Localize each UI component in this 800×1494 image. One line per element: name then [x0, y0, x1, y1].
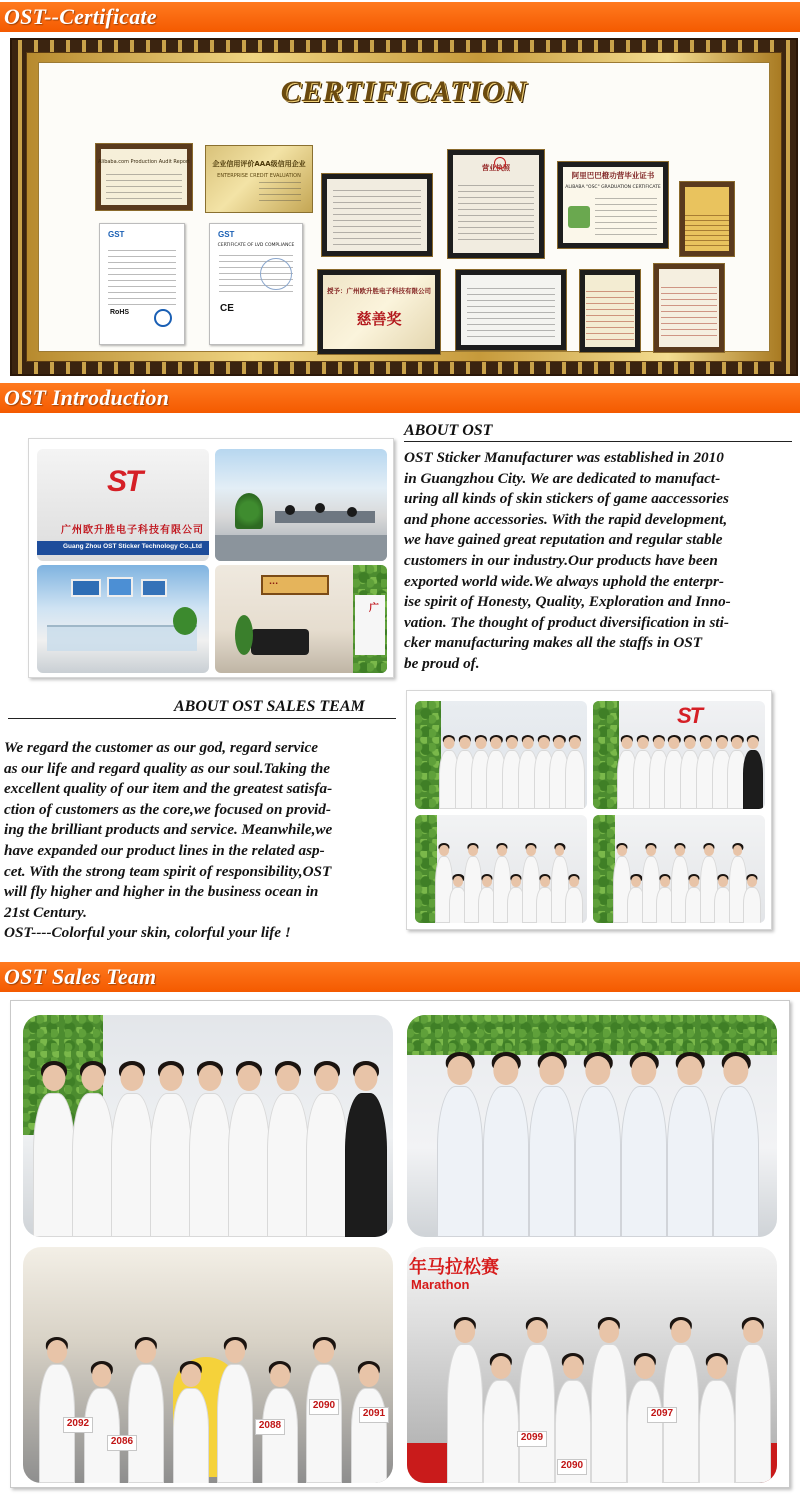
person: [591, 1313, 627, 1483]
rohs-label: RoHS: [110, 309, 130, 316]
alibaba-audit-title: Alibaba.com Production Audit Report: [98, 159, 190, 165]
credit-plaque-title: 企业信用评价AAA级信用企业: [212, 160, 306, 168]
team-line: cet. With the strong team spirit of responsibility,OST: [4, 862, 332, 880]
about-line: customers in our industry.Our products have been: [404, 551, 718, 569]
gst-rohs-brand: GST: [108, 230, 125, 239]
framed-license-certificate: [321, 173, 433, 257]
marathon-banner-chinese: 年马拉松赛: [409, 1257, 499, 1278]
person: [667, 1047, 713, 1237]
team-line: ing the brilliant products and service. Meanwhile,we: [4, 821, 333, 839]
sales-team-photos-panel: [10, 1000, 790, 1488]
about-sales-team-paragraph: [4, 738, 332, 944]
alibaba-grad-photo: [568, 206, 590, 228]
gst-rohs-certificate: [99, 223, 185, 345]
about-line: exported world wide.We always uphold the enterpr-: [404, 572, 724, 590]
race-bib: 2088: [255, 1419, 285, 1435]
team-photo-hands-together: [415, 701, 587, 809]
team-line: will fly higher and higher in the business ocean in: [4, 883, 319, 901]
person: [743, 872, 761, 923]
lvd-seal-icon: [260, 258, 292, 290]
sales-photo-marathon-group: [407, 1247, 777, 1483]
person: [228, 1057, 270, 1237]
credit-plaque-subtitle: ENTERPRISE CREDIT EVALUATION: [217, 173, 301, 179]
ce-mark: CE: [220, 303, 234, 314]
person: [447, 1313, 483, 1483]
team-photo-logo: ST: [677, 703, 702, 728]
race-bib: 2099: [517, 1431, 547, 1447]
person: [217, 1333, 253, 1483]
race-bib: 2090: [557, 1459, 587, 1475]
person: [267, 1057, 309, 1237]
person: [72, 1057, 114, 1237]
about-line: ise spirit of Honesty, Quality, Exploration and Inno-: [404, 593, 731, 611]
office-lounge-photo: ··· 广: [215, 565, 387, 673]
about-line: vation. The thought of product diversification in sti-: [404, 613, 729, 631]
about-line: cker manufacturing makes all the staffs in OST: [404, 634, 703, 652]
charity-award-plaque: [317, 269, 441, 355]
person: [735, 1313, 771, 1483]
about-line: we have gained great reputation and regular stable: [404, 531, 723, 549]
charity-award-title: 慈善奖: [356, 310, 402, 328]
about-ost-underline: [404, 441, 792, 442]
team-line: OST----Colorful your skin, colorful your life !: [4, 924, 291, 942]
marathon-banner-english: Marathon: [411, 1277, 470, 1292]
national-emblem-icon: [494, 157, 506, 169]
team-line: excellent quality of our item and the greatest satisfa-: [4, 780, 333, 798]
about-line: be proud of.: [404, 654, 480, 672]
team-line: have expanded our product lines in the related asp-: [4, 841, 325, 859]
office-cubicles-photo: [37, 565, 209, 673]
team-line: 21st Century.: [4, 903, 87, 921]
team-photo-group-1: [415, 815, 587, 923]
person: [565, 872, 583, 923]
person: [306, 1057, 348, 1237]
sales-team-section-title: OST Sales Team: [4, 964, 157, 989]
race-bib: 2092: [63, 1417, 93, 1433]
person: [111, 1057, 153, 1237]
person: [663, 1313, 699, 1483]
about-sales-team-underline: [8, 718, 396, 719]
office-logo-st: ST: [107, 465, 142, 498]
person: [483, 1349, 519, 1483]
gst-lvd-certificate: [209, 223, 303, 345]
about-ost-paragraph: [404, 448, 731, 675]
person: [483, 1047, 529, 1237]
person: [713, 1047, 759, 1237]
about-line: uring all kinds of skin stickers of game aaccessories: [404, 490, 729, 508]
office-reception-photo: [37, 449, 209, 561]
certificate-frame: [10, 38, 798, 376]
certificate-board: [38, 62, 770, 352]
honor-plaque-bottom-2: [653, 263, 725, 353]
race-bib: 2090: [309, 1399, 339, 1415]
credit-aaa-plaque: [205, 145, 313, 213]
about-line: OST Sticker Manufacturer was established in 2010: [404, 449, 724, 466]
person: [565, 733, 585, 809]
certificate-section-title: OST--Certificate: [4, 4, 157, 29]
charity-award-company: 授予：广州欧升胜电子科技有限公司: [327, 287, 431, 295]
lounge-banner-text: ···: [269, 579, 279, 588]
honor-plaque-top: [679, 181, 735, 257]
person: [519, 1313, 555, 1483]
about-line: in Guangzhou City. We are dedicated to manufact-: [404, 469, 721, 487]
person: [39, 1333, 75, 1483]
person: [699, 1349, 735, 1483]
introduction-section-title: OST Introduction: [4, 385, 170, 410]
person: [150, 1057, 192, 1237]
person: [33, 1057, 75, 1237]
team-photo-thumbs-up: [593, 701, 765, 809]
race-bib: 2086: [107, 1435, 137, 1451]
rohs-seal-icon: [154, 309, 172, 327]
alibaba-graduation-certificate: [557, 161, 669, 249]
person: [173, 1357, 209, 1483]
sales-photo-hands-together: [23, 1015, 393, 1237]
office-sign-chinese: 广州欧升胜电子科技有限公司: [61, 525, 204, 536]
office-workspace-photo: [215, 449, 387, 561]
team-line: as our life and regard quality as our soul.Taking the: [4, 759, 331, 777]
sales-photo-marathon-mascot: [23, 1247, 393, 1483]
team-photos-panel: [406, 690, 772, 930]
person: [743, 733, 763, 809]
introduction-section-banner: [0, 381, 800, 415]
alibaba-audit-certificate: [95, 143, 193, 211]
person: [529, 1047, 575, 1237]
business-license: [447, 149, 545, 259]
lvd-title: CERTIFICATE OF LVD COMPLIANCE: [217, 243, 295, 248]
sales-team-section-banner: [0, 960, 800, 994]
office-sign-english: Guang Zhou OST Sticker Technology Co.,Ltd: [63, 543, 202, 550]
about-ost-heading: ABOUT OST: [404, 422, 493, 439]
person: [345, 1057, 387, 1237]
honor-plaque-bottom-1: [579, 269, 641, 353]
gst-lvd-brand: GST: [218, 230, 235, 239]
alibaba-grad-title: 阿里巴巴橙功营毕业证书: [571, 171, 655, 180]
sales-photo-office-group: [407, 1015, 777, 1237]
team-line: We regard the customer as our god, regard service: [4, 739, 318, 756]
person: [621, 1047, 667, 1237]
person: [575, 1047, 621, 1237]
office-photos-panel: [28, 438, 394, 678]
about-line: and phone accessories. With the rapid development,: [404, 510, 728, 528]
certificate-section-banner: [0, 0, 800, 34]
business-license-title: 营业执照: [482, 164, 510, 172]
person: [437, 1047, 483, 1237]
person: [128, 1333, 164, 1483]
team-photo-group-2: [593, 815, 765, 923]
team-line: ction of customers as the core,we focused on provid-: [4, 800, 331, 818]
registration-certificate: [455, 269, 567, 351]
alibaba-grad-subtitle: ALIBABA "OSC" GRADUATION CERTIFICATE: [565, 185, 661, 190]
about-sales-team-heading: ABOUT OST SALES TEAM: [174, 698, 365, 715]
person: [189, 1057, 231, 1237]
race-bib: 2091: [359, 1407, 389, 1423]
race-bib: 2097: [647, 1407, 677, 1423]
certification-heading: CERTIFICATION: [280, 75, 528, 108]
